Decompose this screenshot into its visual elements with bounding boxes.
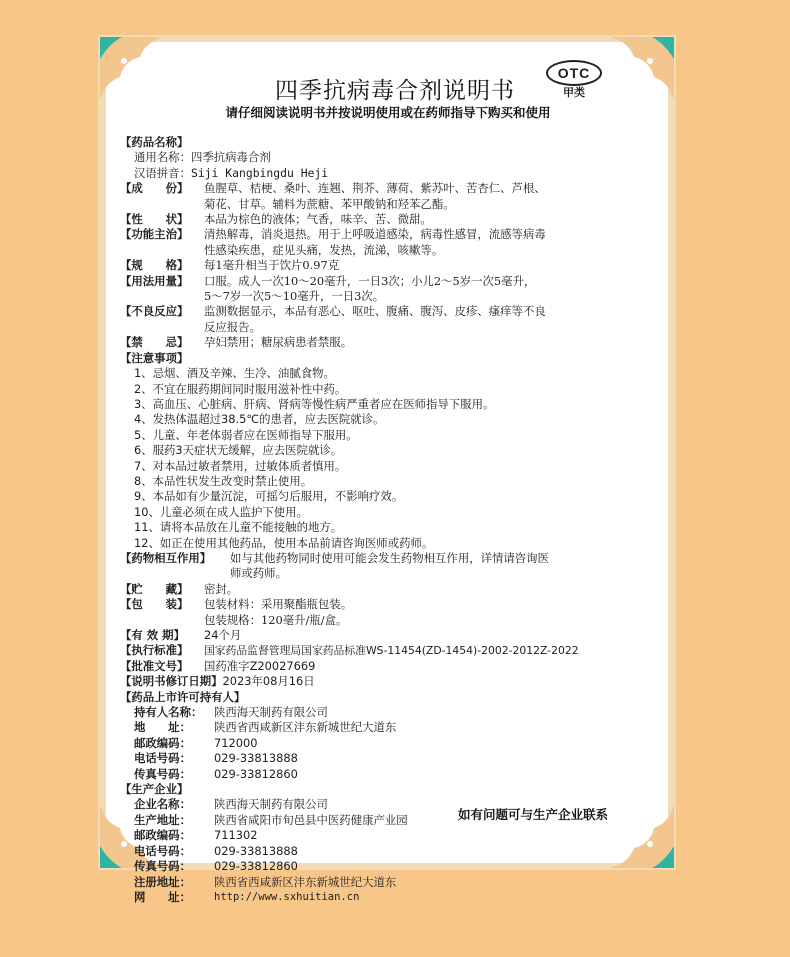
field-label: 传真号码： (134, 859, 191, 874)
field-value: 陕西省西咸新区沣东新城世纪大道东 (214, 874, 397, 889)
manufacturer-row (134, 844, 650, 859)
manufacturer-row (134, 828, 650, 843)
leaflet-content (120, 135, 650, 905)
indications-row-2 (120, 243, 650, 258)
list-item: 4、发热体温超过38.5℃的患者，应去医院就诊。 (134, 412, 385, 427)
manufacturer-row (134, 890, 650, 905)
field-value: 清热解毒，消炎退热。用于上呼吸道感染，病毒性感冒，流感等病毒 (204, 227, 546, 242)
list-item: 6、服药3天症状无缓解，应去医院就诊。 (134, 443, 343, 458)
precautions-header (120, 351, 650, 366)
holder-row (134, 767, 650, 782)
list-item: 12、如正在使用其他药品，使用本品前请咨询医师或药师。 (134, 535, 434, 550)
package-row-2 (120, 613, 650, 628)
field-value: 陕西海天制药有限公司 (214, 797, 328, 812)
section-label: 【药品名称】 (120, 135, 189, 149)
interactions-row-2 (120, 566, 650, 581)
field-value: 029-33812860 (214, 859, 298, 874)
standard-row (120, 643, 650, 658)
revision-row (120, 674, 650, 689)
field-value: 国药准字Z20027669 (204, 658, 316, 673)
field-value: 如与其他药物同时使用可能会发生药物相互作用，详情请咨询医 (230, 550, 549, 565)
interactions-row (120, 551, 650, 566)
package-row (120, 597, 650, 612)
field-label: 网 址： (134, 889, 191, 904)
field-value: 029-33812860 (214, 766, 298, 781)
field-label: 【不良反应】 (120, 304, 189, 319)
field-label: 【成 份】 (120, 181, 189, 196)
list-item: 9、本品如有少量沉淀，可摇匀后服用，不影响疗效。 (134, 489, 404, 504)
list-item: 7、对本品过敏者禁用，过敏体质者慎用。 (134, 458, 347, 473)
field-label: 【禁 忌】 (120, 335, 189, 350)
field-label: 地 址： (134, 720, 191, 735)
field-value: 国家药品监督管理局国家药品标准WS-11454(ZD-1454)-2002-2012Z-2022 (204, 644, 579, 658)
field-value: 029-33813888 (214, 843, 298, 858)
manufacturer-row (134, 859, 650, 874)
manufacturer-row (134, 875, 650, 890)
field-value: 菊花、甘草。辅料为蔗糖、苯甲酸钠和羟苯乙酯。 (204, 196, 455, 211)
list-item: 3、高血压、心脏病、肝病、肾病等慢性病严重者应在医师指导下服用。 (134, 396, 495, 411)
approval-row (120, 659, 650, 674)
holder-row (134, 705, 650, 720)
field-value: 陕西省咸阳市旬邑县中医药健康产业园 (214, 812, 408, 827)
subtitle-instruction: 请仔细阅读说明书并按说明使用或在药师指导下购买和使用 (225, 105, 551, 120)
field-label: 邮政编码： (134, 828, 191, 843)
indications-row (120, 227, 650, 242)
list-item: 5、儿童、年老体弱者应在医师指导下服用。 (134, 427, 358, 442)
section-drug-name (120, 135, 650, 150)
field-value: 反应报告。 (204, 319, 261, 334)
holder-row (134, 736, 650, 751)
section-label: 【注意事项】 (120, 350, 189, 365)
field-label: 【贮 藏】 (120, 581, 189, 596)
field-label: 生产地址： (134, 812, 191, 827)
corner-ornament-icon (100, 37, 164, 101)
field-label: 【规 格】 (120, 258, 189, 273)
adverse-row-2 (120, 320, 650, 335)
field-value: 孕妇禁用；糖尿病患者禁服。 (204, 335, 353, 350)
manufacturer-header (120, 782, 650, 797)
corner-ornament-icon (610, 37, 674, 101)
section-label: 【生产企业】 (120, 782, 189, 797)
contact-note: 如有问题可与生产企业联系 (458, 807, 609, 822)
field-value: 029-33813888 (214, 751, 298, 766)
dosage-row-2 (120, 289, 650, 304)
field-value: 鱼腥草、桔梗、桑叶、连翘、荆芥、薄荷、紫苏叶、苦杏仁、芦根、 (204, 181, 546, 196)
field-label: 企业名称： (134, 797, 191, 812)
field-label: 【包 装】 (120, 597, 189, 612)
field-value: 口服。成人一次10～20毫升，一日3次；小儿2～5岁一次5毫升， (204, 273, 536, 288)
validity-row (120, 628, 650, 643)
contraindications-row (120, 335, 650, 350)
field-value: 包装规格：120毫升/瓶/盒。 (204, 612, 348, 627)
field-value: 24个月 (204, 628, 242, 642)
field-label: 汉语拼音： (134, 165, 191, 180)
otc-class-label: 甲类 (563, 86, 585, 99)
specification-row (120, 258, 650, 273)
list-item: 2、不宜在服药期间同时服用滋补性中药。 (134, 381, 347, 396)
field-label: 电话号码： (134, 751, 191, 766)
field-label: 【说明书修订日期】 (120, 674, 223, 689)
field-value: 四季抗病毒合剂 (190, 150, 271, 165)
field-value: 5～7岁一次5～10毫升，一日3次。 (204, 289, 385, 304)
field-label: 邮政编码： (134, 735, 191, 750)
field-label: 【药物相互作用】 (120, 550, 212, 565)
dosage-row (120, 274, 650, 289)
field-value: 性感染疾患，症见头痛，发热，流涕，咳嗽等。 (204, 242, 444, 257)
field-value: Siji Kangbingdu Heji (190, 165, 329, 180)
section-label: 【药品上市许可持有人】 (120, 689, 246, 704)
precautions-list (120, 366, 650, 551)
field-label: 【有 效 期】 (120, 628, 185, 642)
field-label: 【性 状】 (120, 212, 189, 227)
holder-header (120, 690, 650, 705)
field-label: 持有人名称： (134, 705, 203, 720)
field-label: 通用名称： (134, 150, 191, 165)
field-value: 密封。 (204, 581, 239, 596)
field-value: 711302 (214, 828, 258, 843)
generic-name-row (120, 150, 650, 165)
field-label: 【功能主治】 (120, 227, 189, 242)
field-value: 712000 (214, 735, 258, 750)
storage-row (120, 582, 650, 597)
otc-badge: OTC (546, 60, 602, 86)
field-value: 每1毫升相当于饮片0.97克 (204, 258, 340, 273)
list-item: 10、儿童必须在成人监护下使用。 (134, 504, 308, 519)
ingredients-row (120, 181, 650, 196)
field-label: 【执行标准】 (120, 643, 189, 658)
field-value: 包装材料：采用聚酯瓶包装。 (204, 597, 353, 612)
field-value: 本品为棕色的液体；气香，味辛、苦、微甜。 (204, 212, 432, 227)
field-value: 陕西海天制药有限公司 (214, 705, 328, 720)
properties-row (120, 212, 650, 227)
list-item: 1、忌烟、酒及辛辣、生冷、油腻食物。 (134, 366, 335, 381)
website-link[interactable]: http://www.sxhuitian.cn (214, 890, 360, 903)
ingredients-row-2 (120, 197, 650, 212)
field-value: 2023年08月16日 (222, 674, 315, 689)
field-label: 电话号码： (134, 843, 191, 858)
list-item: 8、本品性状发生改变时禁止使用。 (134, 473, 313, 488)
list-item: 11、请将本品放在儿童不能接触的地方。 (134, 520, 343, 535)
field-value: 师或药师。 (230, 566, 287, 581)
page-title: 四季抗病毒合剂说明书 (275, 78, 515, 104)
field-label: 注册地址： (134, 874, 191, 889)
holder-row (134, 720, 650, 735)
holder-block (120, 705, 650, 782)
field-label: 【用法用量】 (120, 273, 189, 288)
adverse-row (120, 304, 650, 319)
field-value: 陕西省西咸新区沣东新城世纪大道东 (214, 720, 397, 735)
pinyin-row (120, 166, 650, 181)
holder-row (134, 751, 650, 766)
field-value: 监测数据显示，本品有恶心、呕吐、腹痛、腹泻、皮疹、瘙痒等不良 (204, 304, 546, 319)
field-label: 【批准文号】 (120, 658, 189, 673)
field-label: 传真号码： (134, 766, 191, 781)
